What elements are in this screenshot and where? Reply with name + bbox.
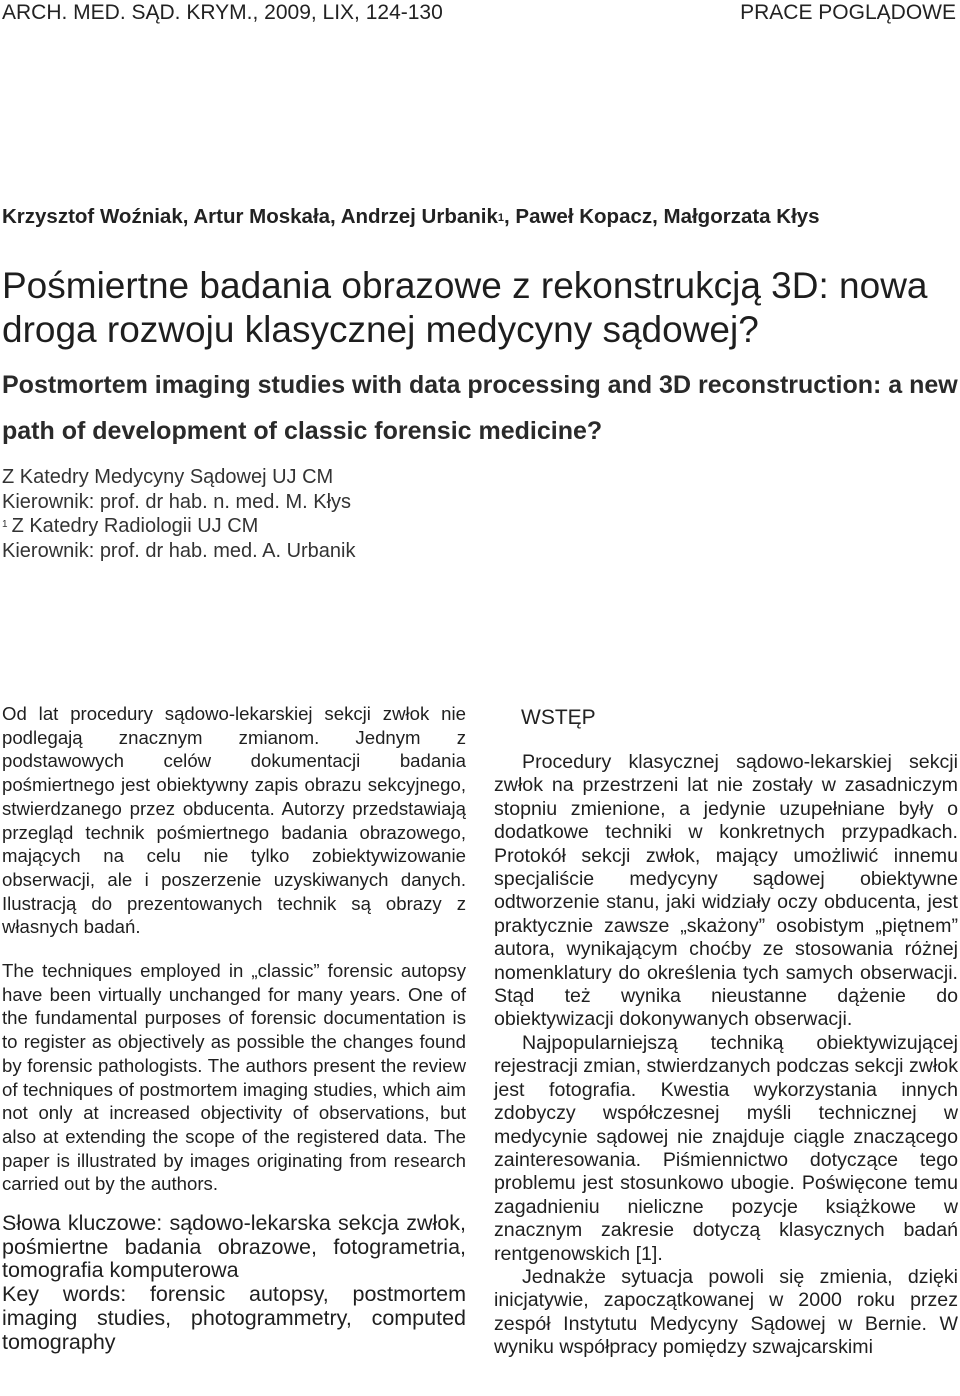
affiliation-line-4: Kierownik: prof. dr hab. med. A. Urbanik (2, 539, 356, 562)
affiliations (2, 465, 602, 563)
keywords-english: Key words: forensic autopsy, postmortem imaging studies, photogrammetry, computed tomography (2, 1282, 466, 1354)
affiliation-line-2: Kierownik: prof. dr hab. n. med. M. Kłys (2, 490, 352, 513)
body-paragraph: Jednakże sytuacja powoli się zmienia, dzięki inicjatywie, zapoczątkowanej w 2000 roku przez zespół Instytutu Medycyny Sądowej w Bernie. W wyniku współpracy pomiędzy szwajcarskimi (494, 1265, 958, 1359)
journal-citation: ARCH. MED. SĄD. KRYM., 2009, LIX, 124-130 (2, 1, 443, 24)
author-list (2, 204, 958, 230)
abstract-english: The techniques employed in „classic” forensic autopsy have been virtually unchanged for many years. One of the fundamental purposes of forensic documentation is to register as objectively as possible the changes found by forensic pathologists. The authors present the review of techniques of postmortem imaging studies, which aim not only at increased objectivity of observations, but also at extending the scope of the registered data. The paper is illustrated by images originating from research carried out by the authors. (2, 960, 466, 1195)
section-heading-intro: WSTĘP (521, 706, 596, 729)
keywords-polish: Słowa kluczowe: sądowo-lekarska sekcja zwłok, pośmiertne badania obrazowe, fotogrametria, tomografia komputerowa (2, 1211, 466, 1283)
author-footnote-mark: 1 (497, 212, 505, 224)
body-paragraph: Procedury klasycznej sądowo-lekarskiej sekcji zwłok na przestrzeni lat nie zostały w zasadniczym stopniu zmienione, a jedynie uzupełniane były o dodatkowe techniki w konkretnych przypadkach. Protokół sekcji zwłok, mający umożliwić innemu specjaliście medycyny sądowej obiektywne odtworzenie stanu, jaki widziały oczy obducenta, jest praktycznie zawsze „skażony” osobistym „piętnem” autora, wynikającym choćby ze stosowania różnej nomenklatury do określenia tych samych obserwacji. Stąd też wynika nieustanne dążenie do obiektywizacji dokonywanych obserwacji. (494, 751, 958, 1031)
abstract-polish: Od lat procedury sądowo-lekarskiej sekcji zwłok nie podlegają znacznym zmianom. Jednym z podstawowych celów dokumentacji badania pośmiertnego jest obiektywny zapis obrazu sekcyjnego, stwierdzanego przez obducenta. Autorzy przedstawiają przegląd technik pośmiertnego badania obrazowego, mających na celu nie tylko zobiektywizowanie obserwacji, ale i poszerzenie uzyskiwanych danych. Ilustracją do prezentowanych technik są obrazy z własnych badań. (2, 703, 466, 938)
affiliation-line-1: Z Katedry Medycyny Sądowej UJ CM (2, 466, 334, 488)
running-header (0, 0, 960, 30)
affiliation-footnote-mark: 1 (2, 519, 8, 530)
article-category: PRACE POGLĄDOWE (740, 1, 956, 24)
body-paragraph: Najpopularniejszą techniką obiektywizującej rejestracji zmian, stwierdzanych podczas sekcji zwłok jest fotografia. Kwestia wykorzystania innych zdobyczy współczesnej myśli technicznej w medycynie sądowej nie znajduje ciągle znaczącego zainteresowania. Piśmiennictwo dotyczące tego problemu jest stosunkowo ubogie. Poświęcone temu zagadnieniu nieliczne pozycje książkowe w znacznym zakresie dotyczą klasycznych badań rentgenowskich [1]. (494, 1031, 958, 1265)
authors-text-2: , Paweł Kopacz, Małgorzata Kłys (504, 205, 820, 228)
article-title-polish: Pośmiertne badania obrazowe z rekonstrukcją 3D: nowa droga rozwoju klasycznej medycyny sądowej? (2, 265, 928, 350)
affiliation-line-3-text: Z Katedry Radiologii UJ CM (11, 515, 259, 537)
authors-text-1: Krzysztof Woźniak, Artur Moskała, Andrzej Urbanik (2, 205, 498, 228)
article-title-english: Postmortem imaging studies with data processing and 3D reconstruction: a new path of development of classic forensic medicine? (2, 371, 958, 445)
abstract-column (2, 702, 466, 1354)
affiliation-line-3 (2, 514, 602, 539)
body-column (494, 705, 958, 1360)
